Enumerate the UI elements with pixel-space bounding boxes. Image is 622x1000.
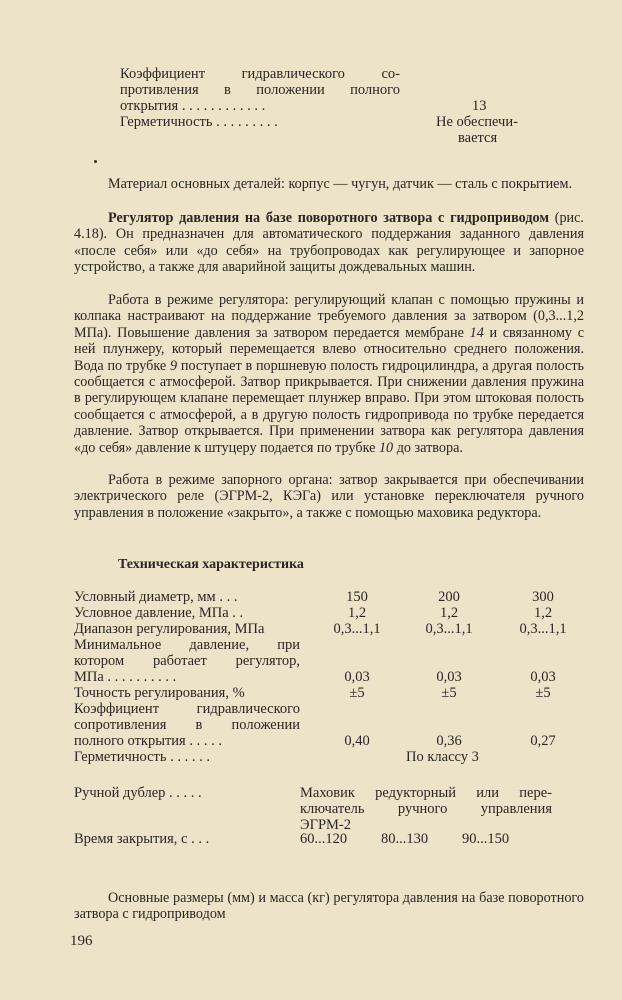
- manual-backup-label: Ручной дублер . . . . .: [74, 785, 202, 801]
- paragraph-shutoff-mode: Работа в режиме запорного органа: затвор закрывается при обеспечивании электрического реле (ЭГРМ-2, КЭГа) или установке переключателя ручного управления в положение «закрыто», а также с помощью маховика редуктора.: [74, 472, 584, 521]
- paragraph-purpose-text: (рис. 4.18). Он предназначен для автоматического поддержания заданного давления «после себя» или «до себя» на трубопроводах как регулирующее и запорное устройство, а также для аварийной защиты дождевальных машин.: [74, 210, 584, 276]
- spec-row-range-v2: 0,3...1,1: [425, 621, 473, 637]
- top-coef-label-line3: открытия . . . . . . . . . . . .: [120, 98, 266, 114]
- spec-coef-line1: Коэффициент гидравлического: [74, 701, 300, 717]
- spec-row-range-v3: 0,3...1,1: [519, 621, 567, 637]
- spec-row-pressure-v2: 1,2: [439, 605, 459, 621]
- spec-coef-label: [74, 701, 300, 749]
- paragraph-purpose-title: Регулятор давления на базе поворотного затвора с гидроприводом: [108, 210, 549, 226]
- spec-accuracy-v1: ±5: [349, 685, 365, 701]
- spec-row-range-label: Диапазон регулирования, МПа: [74, 621, 265, 637]
- spec-coef-v2: 0,36: [436, 733, 462, 749]
- manual-backup-value-line1: Маховик редукторный или пере-: [300, 785, 552, 801]
- spec-accuracy-v2: ±5: [441, 685, 457, 701]
- spec-min-pressure-v1: 0,03: [344, 669, 370, 685]
- ref-number-9: 9: [169, 357, 178, 374]
- spec-heading: Техническая характеристика: [118, 557, 304, 572]
- print-speck: [94, 160, 97, 163]
- spec-accuracy-v3: ±5: [535, 685, 551, 701]
- spec-coef-v1: 0,40: [344, 733, 370, 749]
- spec-min-pressure-line2: котором работает регулятор,: [74, 653, 300, 669]
- closing-time-v1: 60...120: [300, 831, 348, 847]
- spec-coef-line2: сопротивления в положении: [74, 717, 300, 733]
- top-coef-value: 13: [472, 98, 487, 114]
- spec-accuracy-label: Точность регулирования, %: [74, 685, 245, 701]
- top-tightness-value: [436, 114, 518, 146]
- spec-min-pressure-label: [74, 637, 300, 685]
- spec-coef-v3: 0,27: [530, 733, 556, 749]
- spec-row-diameter-v2: 200: [438, 589, 460, 605]
- manual-backup-value-line2: ключатель ручного управления: [300, 801, 552, 817]
- top-coef-label-line1: Коэффициент гидравлического со-: [120, 66, 400, 82]
- figure-caption: Основные размеры (мм) и масса (кг) регулятора давления на базе поворотного затвора с гидроприводом: [74, 890, 584, 923]
- spec-row-diameter-label: Условный диаметр, мм . . .: [74, 589, 238, 605]
- manual-backup-value-line3: ЭГРМ-2: [300, 817, 351, 833]
- paragraph-regulator-mode-part4: до затвора.: [393, 439, 463, 456]
- spec-min-pressure-line3: МПа . . . . . . . . . .: [74, 669, 177, 685]
- spec-min-pressure-v2: 0,03: [436, 669, 462, 685]
- top-tightness-label: Герметичность . . . . . . . . .: [120, 114, 278, 130]
- spec-tightness-label: Герметичность . . . . . .: [74, 749, 211, 765]
- manual-backup-value: [300, 785, 552, 833]
- paragraph-regulator-mode-part1: Работа в режиме регулятора: регулирующий клапан с помощью пружины и колпака настраивают на поддержание требуемого давления за затвором (0,3...1,2 МПа). Повышение давления за затвором передается мембране: [74, 292, 584, 341]
- top-tightness-value-line2: вается: [458, 130, 498, 146]
- ref-number-10: 10: [378, 439, 394, 456]
- page-number: 196: [70, 933, 93, 949]
- closing-time-v3: 90...150: [462, 831, 510, 847]
- spec-row-diameter-v3: 300: [532, 589, 554, 605]
- spec-tightness-value: По классу 3: [406, 749, 479, 765]
- paragraph-regulator-mode: [74, 292, 584, 456]
- spec-row-pressure-label: Условное давление, МПа . .: [74, 605, 244, 621]
- spec-row-diameter-v1: 150: [346, 589, 368, 605]
- paragraph-purpose: [74, 210, 584, 276]
- spec-row-pressure-v3: 1,2: [533, 605, 553, 621]
- paragraph-materials: Материал основных деталей: корпус — чугун, датчик — сталь с покрытием.: [108, 176, 572, 192]
- top-tightness-value-line1: Не обеспечи-: [436, 114, 518, 130]
- top-coef-label: [120, 66, 400, 114]
- closing-time-label: Время закрытия, с . . .: [74, 831, 210, 847]
- spec-min-pressure-line1: Минимальное давление, при: [74, 637, 300, 653]
- paragraph-regulator-mode-part2: и связанному с ней плунжеру, который перемещается влево относительно среднего положения. Вода по трубке: [74, 324, 584, 374]
- ref-number-14: 14: [469, 324, 484, 341]
- spec-row-pressure-v1: 1,2: [347, 605, 367, 621]
- spec-row-range-v1: 0,3...1,1: [333, 621, 381, 637]
- paragraph-regulator-mode-part3: поступает в поршневую полость гидроцилиндра, а другая полость сообщается с атмосферой. Затвор прикрывается. При снижении давления пружина в регулирующем клапане перемещает плунжер вправо. При этом штоковая полость сообщается с атмосферой, а в другую полость гидропривода по трубке передается давление. Затвор открывается. При применении затвора как регулятора давления «до себя» давление к штуцеру подается по трубке: [74, 357, 584, 456]
- spec-coef-line3: полного открытия . . . . .: [74, 733, 222, 749]
- spec-min-pressure-v3: 0,03: [530, 669, 556, 685]
- top-coef-label-line2: противления в положении полного: [120, 82, 400, 98]
- closing-time-v2: 80...130: [381, 831, 429, 847]
